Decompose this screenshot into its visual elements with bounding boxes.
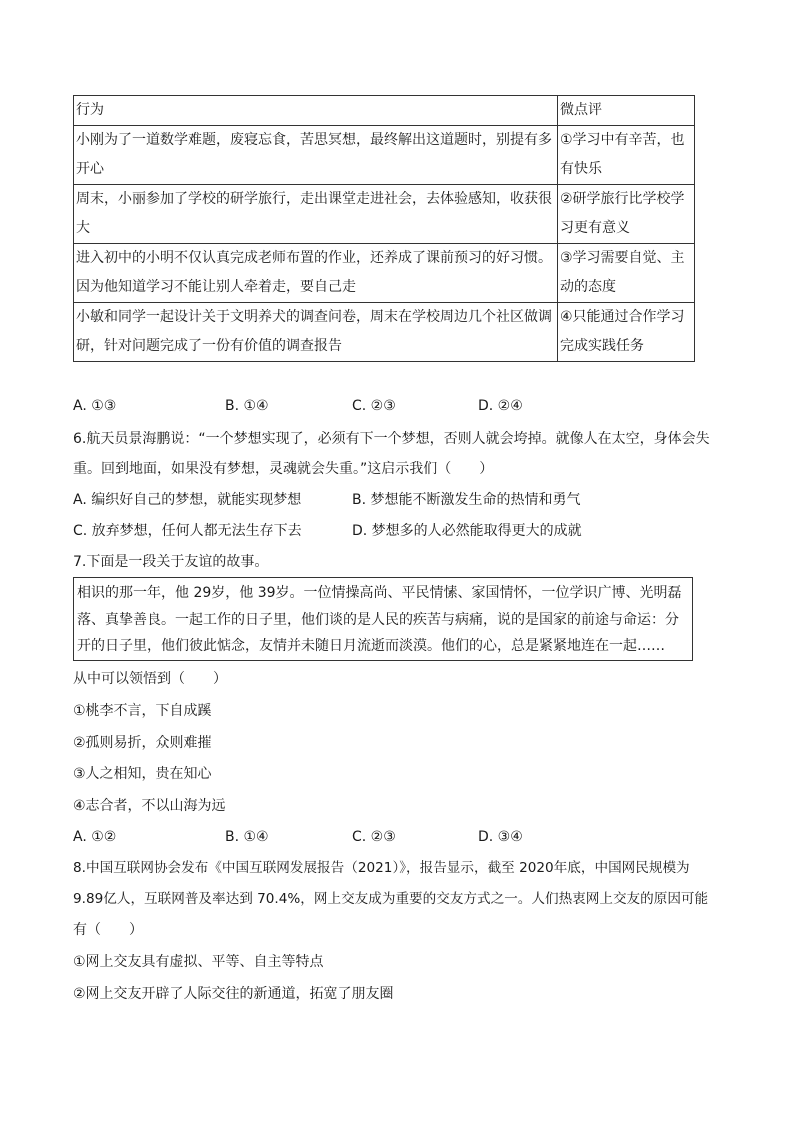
q5-option-b: B. ①④ [225,398,269,414]
q7-statement-2: ②孤则易折，众则难摧 [73,735,212,751]
q7-option-d: D. ③④ [478,829,523,845]
table-row [74,126,695,185]
table-cell-comment: ③学习需要自觉、主动的态度 [558,244,695,303]
table-cell-comment: ①学习中有辛苦，也有快乐 [558,126,695,185]
q8-statement-2: ②网上交友开辟了人际交往的新通道，拓宽了朋友圈 [73,986,394,1002]
table-header-behavior: 行为 [74,96,558,126]
q6-stem-line2: 重。回到地面，如果没有梦想，灵魂就会失重。”这启示我们（ ） [73,461,494,477]
q8-stem-line1: 8.中国互联网协会发布《中国互联网发展报告（2021）》，报告显示，截至 2020年底，中国网民规模为 [73,860,690,876]
q7-option-a: A. ①② [73,829,117,845]
table-cell-comment: ④只能通过合作学习完成实践任务 [558,303,695,362]
table-row [74,303,695,362]
q7-statement-3: ③人之相知，贵在知心 [73,766,212,782]
q5-option-a: A. ①③ [73,398,117,414]
table-cell-behavior: 周末，小丽参加了学校的研学旅行，走出课堂走进社会，去体验感知，收获很大 [74,185,558,244]
q7-option-c: C. ②③ [352,829,396,845]
q6-option-d: D. 梦想多的人必然能取得更大的成就 [352,523,582,539]
table-row [74,185,695,244]
table-cell-behavior: 小刚为了一道数学难题，废寝忘食，苦思冥想，最终解出这道题时，别提有多开心 [74,126,558,185]
q7-story-box: 相识的那一年，他 29岁，他 39岁。一位情操高尚、平民情愫、家国情怀，一位学识广博、光明磊落、真挚善良。一起工作的日子里，他们谈的是人民的疾苦与病痛，说的是国家的前途与命运：分开的日子里，他们彼此惦念，友情并未随日月流逝而淡漠。他们的心，总是紧紧地连在一起…… [73,577,693,661]
q8-statement-1: ①网上交友具有虚拟、平等、自主等特点 [73,954,324,970]
q7-statement-4: ④志合者，不以山海为远 [73,798,226,814]
table-row [74,244,695,303]
table-cell-comment: ②研学旅行比学校学习更有意义 [558,185,695,244]
table-header-comment: 微点评 [558,96,695,126]
q7-prompt: 从中可以领悟到（ ） [73,671,227,687]
table-cell-behavior: 小敏和同学一起设计关于文明养犬的调查问卷，周末在学校周边几个社区做调研，针对问题完成了一份有价值的调查报告 [74,303,558,362]
q8-stem-line3: 有（ ） [73,922,143,938]
q6-option-c: C. 放弃梦想，任何人都无法生存下去 [73,523,302,539]
q8-stem-line2: 9.89亿人，互联网普及率达到 70.4%，网上交友成为重要的交友方式之一。人们热衷网上交友的原因可能 [73,891,709,907]
q6-option-a: A. 编织好自己的梦想，就能实现梦想 [73,492,302,508]
behavior-comment-table [73,95,695,362]
table-header-row [74,96,695,126]
q6-option-b: B. 梦想能不断激发生命的热情和勇气 [352,492,581,508]
q7-stem: 7.下面是一段关于友谊的故事。 [73,554,269,570]
q7-option-b: B. ①④ [225,829,269,845]
table-cell-behavior: 进入初中的小明不仅认真完成老师布置的作业，还养成了课前预习的好习惯。因为他知道学习不能让别人牵着走，要自己走 [74,244,558,303]
q5-option-c: C. ②③ [352,398,396,414]
q6-stem-line1: 6.航天员景海鹏说：“一个梦想实现了，必须有下一个梦想，否则人就会垮掉。就像人在太空，身体会失 [73,431,710,447]
q7-statement-1: ①桃李不言，下自成蹊 [73,703,212,719]
q5-option-d: D. ②④ [478,398,523,414]
